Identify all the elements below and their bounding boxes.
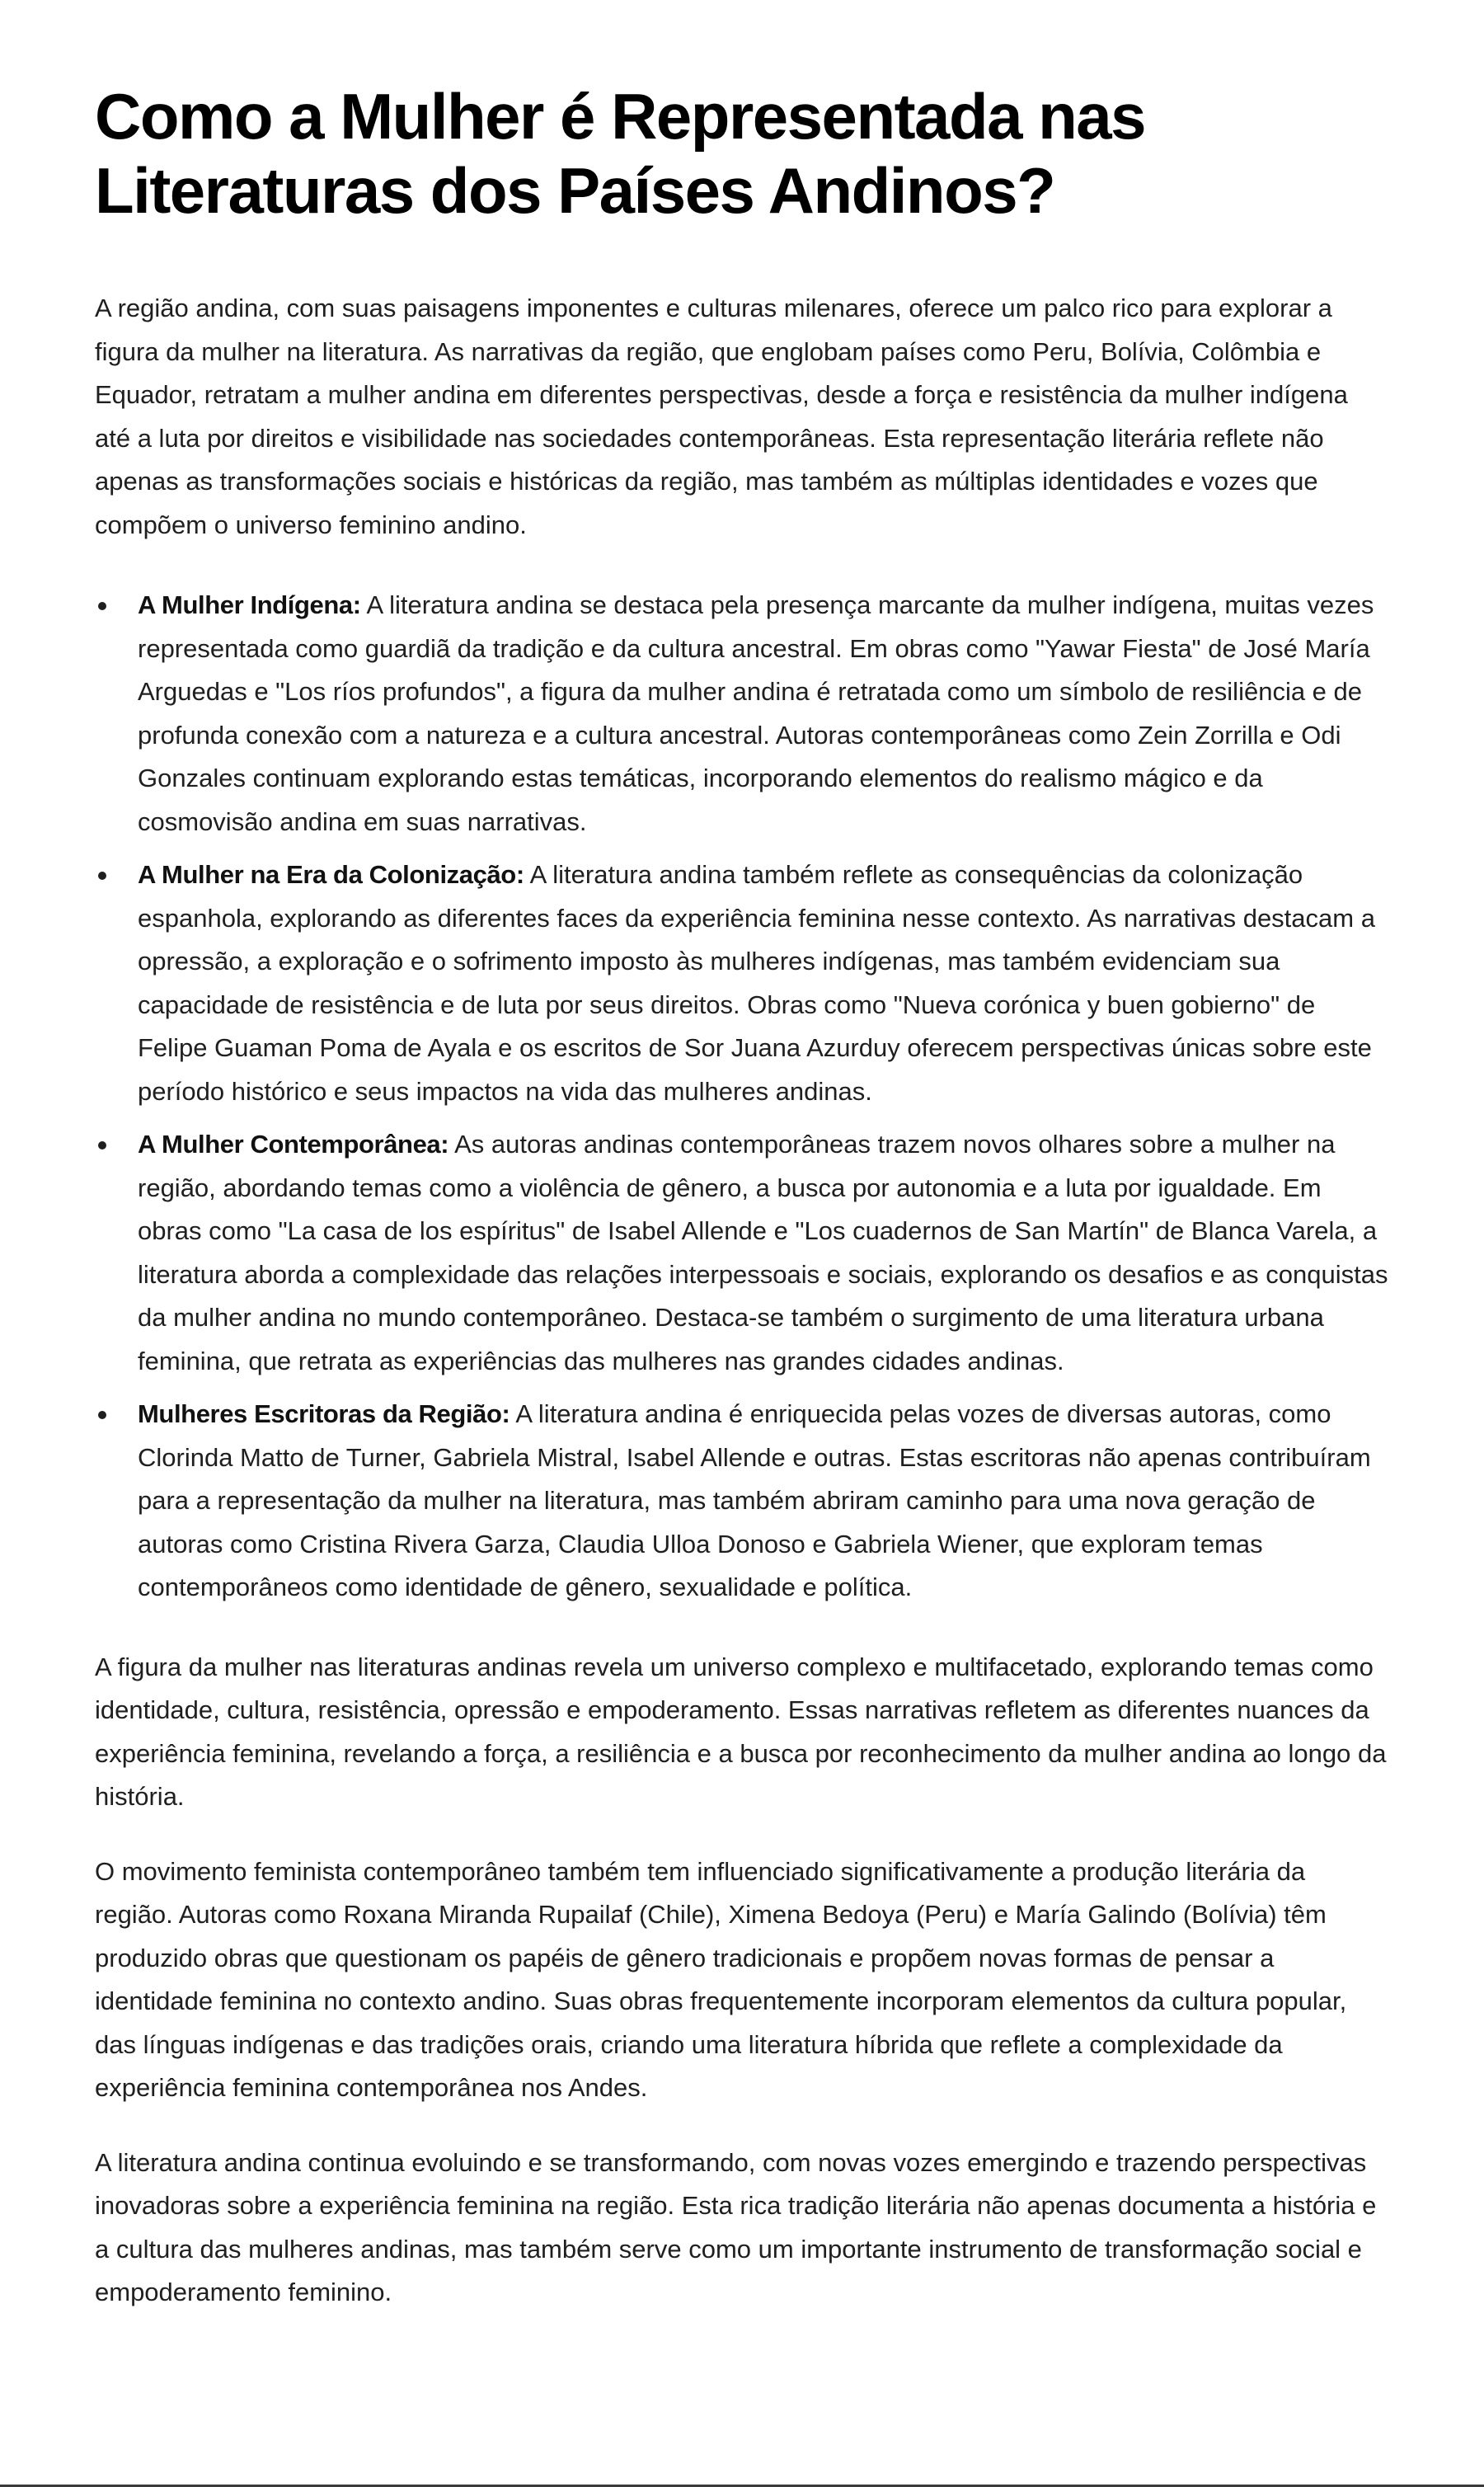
list-item <box>95 1393 1389 1610</box>
feminism-paragraph: O movimento feminista contemporâneo também tem influenciado significativamente a produção literária da região. Autoras como Roxana Miranda Rupailaf (Chile), Ximena Bedoya (Peru) e María Galindo (Bolívia) têm produzido obras que questionam os papéis de gênero tradicionais e propõem novas formas de pensar a identidade feminina no contexto andino. Suas obras frequentemente incorporam elementos da cultura popular, das línguas indígenas e das tradições orais, criando uma literatura híbrida que reflete a complexidade da experiência feminina contemporânea nos Andes. <box>95 1856 1347 2102</box>
intro-paragraph: A região andina, com suas paisagens imponentes e culturas milenares, oferece um palco rico para explorar a figura da mulher na literatura. As narrativas da região, que englobam países como Peru, Bolívia, Colômbia e Equador, retratam a mulher andina em diferentes perspectivas, desde a força e resistência da mulher indígena até a luta por direitos e visibilidade nas sociedades contemporâneas. Esta representação literária reflete não apenas as transformações sociais e históricas da região, mas também as múltiplas identidades e vozes que compõem o universo feminino andino. <box>95 294 1348 539</box>
list-item-text: As autoras andinas contemporâneas trazem novos olhares sobre a mulher na região, abordando temas como a violência de gênero, a busca por autonomia e a luta por igualdade. Em obras como "La casa de los espíritus" de Isabel Allende e "Los cuadernos de San Martín" de Blanca Varela, a literatura aborda a complexidade das relações interpessoais e sociais, explorando os desafios e as conquistas da mulher andina no mundo contemporâneo. Destaca-se também o surgimento de uma literatura urbana feminina, que retrata as experiências das mulheres nas grandes cidades andinas. <box>138 1130 1388 1375</box>
list-item-label: Mulheres Escritoras da Região: <box>138 1399 510 1428</box>
bullet-icon <box>98 1411 106 1419</box>
bullet-icon <box>98 1141 106 1149</box>
bullet-icon <box>98 602 106 610</box>
list-item <box>95 1123 1389 1383</box>
list-item-text: A literatura andina também reflete as consequências da colonização espanhola, explorando as diferentes faces da experiência feminina nesse contexto. As narrativas destacam a opressão, a exploração e o sofrimento imposto às mulheres indígenas, mas também evidenciam sua capacidade de resistência e de luta por seus direitos. Obras como "Nueva corónica y buen gobierno" de Felipe Guaman Poma de Ayala e os escritos de Sor Juana Azurduy oferecem perspectivas únicas sobre este período histórico e seus impactos na vida das mulheres andinas. <box>138 860 1375 1106</box>
list-item-text: A literatura andina é enriquecida pelas vozes de diversas autoras, como Clorinda Matto de Turner, Gabriela Mistral, Isabel Allende e outras. Estas escritoras não apenas contribuíram para a representação da mulher na literatura, mas também abriram caminho para uma nova geração de autoras como Cristina Rivera Garza, Claudia Ulloa Donoso e Gabriela Wiener, que exploram temas contemporâneos como identidade de gênero, sexualidade e política. <box>138 1399 1371 1601</box>
list-item-label: A Mulher Indígena: <box>138 590 361 619</box>
bullet-icon <box>98 872 106 880</box>
list-item <box>95 853 1389 1113</box>
list-item-label: A Mulher na Era da Colonização: <box>138 860 524 889</box>
topic-list <box>95 584 1389 1610</box>
list-item-text: A literatura andina se destaca pela presença marcante da mulher indígena, muitas vezes representada como guardiã da tradição e da cultura ancestral. Em obras como "Yawar Fiesta" de José María Arguedas e "Los ríos profundos", a figura da mulher andina é retratada como um símbolo de resiliência e de profunda conexão com a natureza e a cultura ancestral. Autoras contemporâneas como Zein Zorrilla e Odi Gonzales continuam explorando estas temáticas, incorporando elementos do realismo mágico e da cosmovisão andina em suas narrativas. <box>138 590 1374 836</box>
list-item-label: A Mulher Contemporânea: <box>138 1130 449 1159</box>
page-title: Como a Mulher é Representada nas Literaturas dos Países Andinos? <box>95 80 1146 227</box>
article <box>95 79 1389 2315</box>
conclusion-paragraph: A figura da mulher nas literaturas andinas revela um universo complexo e multifacetado, explorando temas como identidade, cultura, resistência, opressão e empoderamento. Essas narrativas refletem as diferentes nuances da experiência feminina, revelando a força, a resiliência e a busca por reconhecimento da mulher andina ao longo da história. <box>95 1652 1387 1811</box>
list-item <box>95 584 1389 844</box>
closing-paragraph: A literatura andina continua evoluindo e se transformando, com novas vozes emergindo e trazendo perspectivas inovadoras sobre a experiência feminina na região. Esta rica tradição literária não apenas documenta a história e a cultura das mulheres andinas, mas também serve como um importante instrumento de transformação social e empoderamento feminino. <box>95 2147 1377 2306</box>
